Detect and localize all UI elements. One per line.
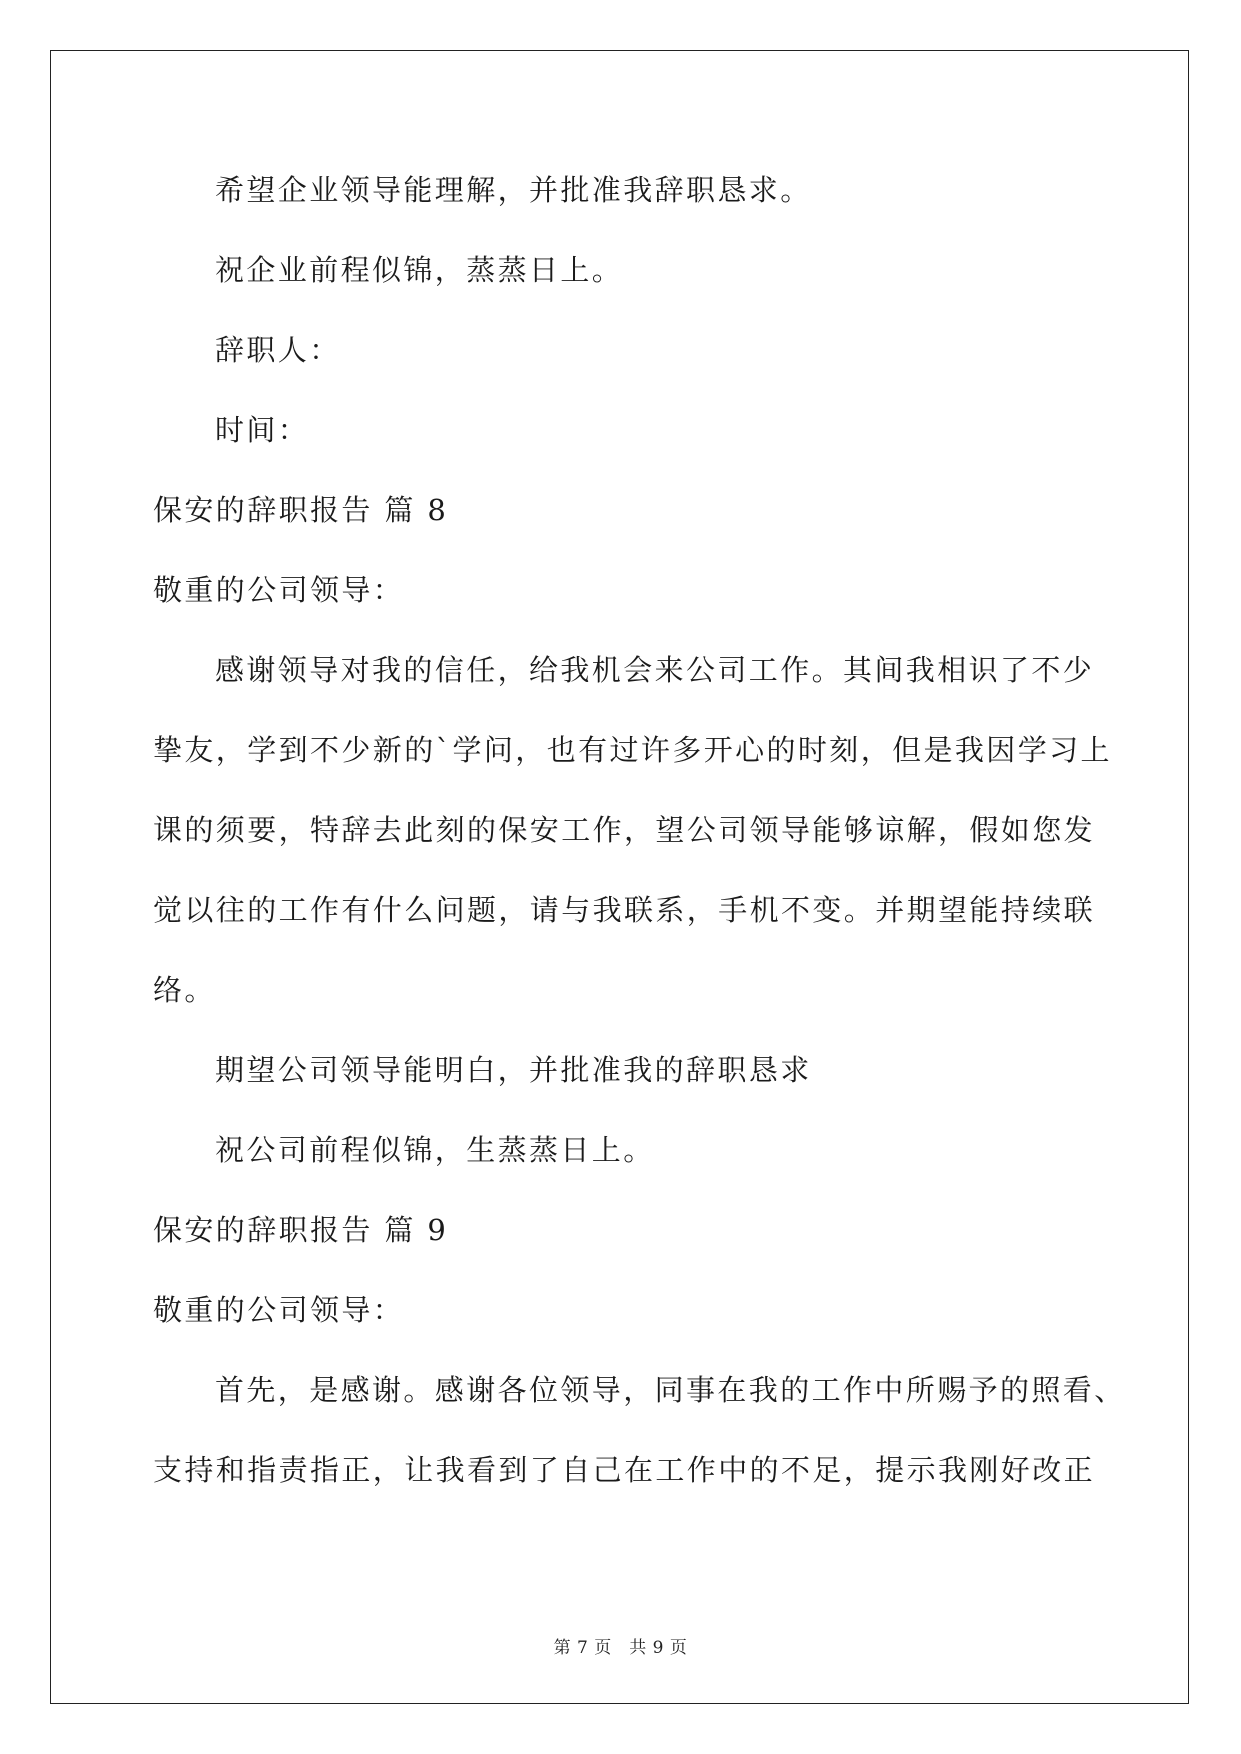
salutation: 敬重的公司领导： — [153, 573, 405, 607]
paragraph-request-approval: 期望公司领导能明白，并批准我的辞职恳求 — [215, 1053, 812, 1087]
body-line: 络。 — [153, 973, 216, 1007]
salutation: 敬重的公司领导： — [153, 1293, 405, 1327]
section-heading-9: 保安的辞职报告 篇 9 — [153, 1213, 449, 1247]
body-line: 支持和指责指正，让我看到了自己在工作中的不足，提示我刚好改正 — [153, 1453, 1096, 1487]
body-line: 挚友，学到不少新的`学问，也有过许多开心的时刻，但是我因学习上 — [153, 733, 1112, 767]
paragraph-blessing: 祝企业前程似锦，蒸蒸日上。 — [215, 253, 624, 287]
date-label: 时间： — [215, 413, 310, 447]
body-line: 觉以往的工作有什么问题，请与我联系，手机不变。并期望能持续联 — [153, 893, 1096, 927]
body-line: 首先，是感谢。感谢各位领导，同事在我的工作中所赐予的照看、 — [215, 1373, 1126, 1407]
page-number-footer: 第 7 页 共 9 页 — [553, 1638, 688, 1658]
body-line: 课的须要，特辞去此刻的保安工作，望公司领导能够谅解，假如您发 — [153, 813, 1096, 847]
section-heading-8: 保安的辞职报告 篇 8 — [153, 493, 449, 527]
signature-label: 辞职人： — [215, 333, 341, 367]
paragraph-request-approval: 希望企业领导能理解，并批准我辞职恳求。 — [215, 173, 812, 207]
body-line: 感谢领导对我的信任，给我机会来公司工作。其间我相识了不少 — [215, 653, 1095, 687]
paragraph-blessing: 祝公司前程似锦，生蒸蒸日上。 — [215, 1133, 655, 1167]
